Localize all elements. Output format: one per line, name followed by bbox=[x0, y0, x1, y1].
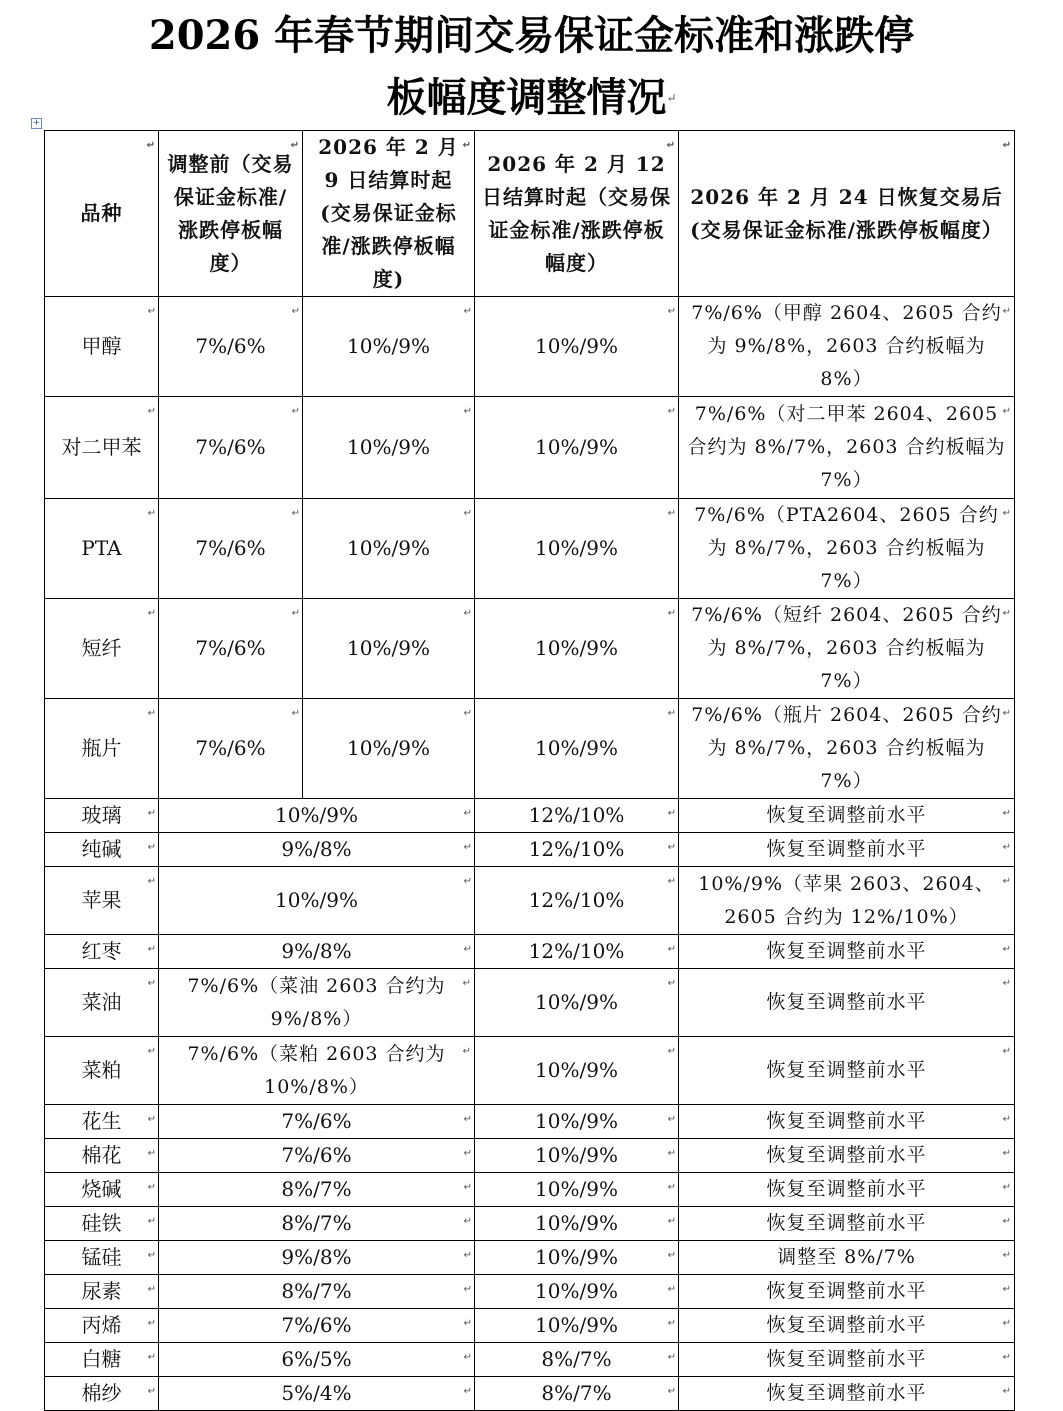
header-cell-feb24: 2026 年 2 月 24 日恢复交易后(交易保证金标准/涨跌停板幅度） ↵ bbox=[679, 131, 1015, 297]
cell-feb12: 12%/10% ↵ bbox=[475, 935, 679, 969]
cell-feb12: 12%/10% ↵ bbox=[475, 799, 679, 833]
cell-feb9: 10%/9% ↵ bbox=[303, 699, 475, 799]
cell-feb24: 恢复至调整前水平 ↵ bbox=[679, 1139, 1015, 1173]
cell-before: 7%/6% ↵ bbox=[159, 699, 303, 799]
cell-before: 7%/6% ↵ bbox=[159, 397, 303, 499]
cell-feb12: 10%/9% ↵ bbox=[475, 1275, 679, 1309]
cell-feb12: 10%/9% ↵ bbox=[475, 969, 679, 1037]
cell-variety: 菜粕 ↵ bbox=[45, 1037, 159, 1105]
table-row bbox=[45, 969, 1015, 1037]
cell-feb24: 恢复至调整前水平 ↵ bbox=[679, 969, 1015, 1037]
table-row bbox=[45, 1309, 1015, 1343]
cell-variety: 纯碱 ↵ bbox=[45, 833, 159, 867]
cell-feb24: 恢复至调整前水平 ↵ bbox=[679, 1309, 1015, 1343]
cell-feb24: 调整至 8%/7% ↵ bbox=[679, 1241, 1015, 1275]
header-cell-variety: 品种 ↵ bbox=[45, 131, 159, 297]
cell-before-merged: 7%/6%（菜油 2603 合约为 9%/8%） ↵ bbox=[159, 969, 475, 1037]
table-row bbox=[45, 699, 1015, 799]
cell-variety: 瓶片 ↵ bbox=[45, 699, 159, 799]
cell-variety: 丙烯 ↵ bbox=[45, 1309, 159, 1343]
cell-feb12: 10%/9% ↵ bbox=[475, 599, 679, 699]
table-row bbox=[45, 1241, 1015, 1275]
cell-before-merged: 6%/5% ↵ bbox=[159, 1343, 475, 1377]
cell-feb12: 10%/9% ↵ bbox=[475, 499, 679, 599]
cell-before-merged: 9%/8% ↵ bbox=[159, 1241, 475, 1275]
cell-before-merged: 7%/6% ↵ bbox=[159, 1309, 475, 1343]
cell-before: 7%/6% ↵ bbox=[159, 499, 303, 599]
cell-before-merged: 5%/4% ↵ bbox=[159, 1377, 475, 1411]
cell-before-merged: 10%/9% ↵ bbox=[159, 867, 475, 935]
cell-variety: 花生 ↵ bbox=[45, 1105, 159, 1139]
cell-feb12: 10%/9% ↵ bbox=[475, 1105, 679, 1139]
cell-feb9: 10%/9% ↵ bbox=[303, 599, 475, 699]
cell-feb12: 10%/9% ↵ bbox=[475, 297, 679, 397]
cell-before-merged: 7%/6% ↵ bbox=[159, 1139, 475, 1173]
table-row bbox=[45, 833, 1015, 867]
cell-feb24: 恢复至调整前水平 ↵ bbox=[679, 833, 1015, 867]
cell-feb12: 10%/9% ↵ bbox=[475, 1139, 679, 1173]
cell-variety: 硅铁 ↵ bbox=[45, 1207, 159, 1241]
cell-variety: 烧碱 ↵ bbox=[45, 1173, 159, 1207]
cell-feb12: 12%/10% ↵ bbox=[475, 867, 679, 935]
cell-feb12: 10%/9% ↵ bbox=[475, 1309, 679, 1343]
cell-feb9: 10%/9% ↵ bbox=[303, 499, 475, 599]
cell-before-merged: 8%/7% ↵ bbox=[159, 1207, 475, 1241]
cell-before-merged: 9%/8% ↵ bbox=[159, 935, 475, 969]
cell-feb24: 恢复至调整前水平 ↵ bbox=[679, 1377, 1015, 1411]
table-header-row bbox=[45, 131, 1015, 297]
cell-before-merged: 8%/7% ↵ bbox=[159, 1173, 475, 1207]
cell-feb24: 恢复至调整前水平 ↵ bbox=[679, 1105, 1015, 1139]
cell-feb24: 恢复至调整前水平 ↵ bbox=[679, 1275, 1015, 1309]
cell-before: 7%/6% ↵ bbox=[159, 599, 303, 699]
cell-variety: 红枣 ↵ bbox=[45, 935, 159, 969]
cell-feb12: 12%/10% ↵ bbox=[475, 833, 679, 867]
cell-feb12: 10%/9% ↵ bbox=[475, 397, 679, 499]
page-title-text-1: 2026 年春节期间交易保证金标准和涨跌停 bbox=[148, 12, 915, 59]
table-row bbox=[45, 935, 1015, 969]
cell-feb24: 恢复至调整前水平 ↵ bbox=[679, 935, 1015, 969]
table-row bbox=[45, 1037, 1015, 1105]
cell-feb24: 10%/9%（苹果 2603、2604、2605 合约为 12%/10%） ↵ bbox=[679, 867, 1015, 935]
cell-feb12: 8%/7% ↵ bbox=[475, 1343, 679, 1377]
table-row bbox=[45, 297, 1015, 397]
cell-feb24: 恢复至调整前水平 ↵ bbox=[679, 799, 1015, 833]
cell-before-merged: 7%/6%（菜粕 2603 合约为 10%/8%） ↵ bbox=[159, 1037, 475, 1105]
table-row bbox=[45, 397, 1015, 499]
cell-feb24: 恢复至调整前水平 ↵ bbox=[679, 1173, 1015, 1207]
cell-feb9: 10%/9% ↵ bbox=[303, 297, 475, 397]
table-row bbox=[45, 867, 1015, 935]
paragraph-mark-icon: ↵ bbox=[666, 91, 677, 105]
cell-feb12: 10%/9% ↵ bbox=[475, 1207, 679, 1241]
header-cell-feb12: 2026 年 2 月 12 日结算时起（交易保证金标准/涨跌停板幅度） ↵ bbox=[475, 131, 679, 297]
cell-feb12: 10%/9% ↵ bbox=[475, 1037, 679, 1105]
table-row bbox=[45, 1275, 1015, 1309]
cell-feb24: 恢复至调整前水平 ↵ bbox=[679, 1343, 1015, 1377]
header-cell-before: 调整前（交易保证金标准/涨跌停板幅度） ↵ bbox=[159, 131, 303, 297]
cell-variety: 甲醇 ↵ bbox=[45, 297, 159, 397]
cell-before-merged: 9%/8% ↵ bbox=[159, 833, 475, 867]
cell-feb24: 7%/6%（瓶片 2604、2605 合约为 8%/7%，2603 合约板幅为 7%） ↵ bbox=[679, 699, 1015, 799]
cell-feb12: 8%/7% ↵ bbox=[475, 1377, 679, 1411]
margin-adjustment-table bbox=[44, 130, 1015, 1411]
table-row bbox=[45, 599, 1015, 699]
cell-variety: 苹果 ↵ bbox=[45, 867, 159, 935]
cell-feb24: 7%/6%（对二甲苯 2604、2605 合约为 8%/7%，2603 合约板幅为 7%） ↵ bbox=[679, 397, 1015, 499]
cell-feb12: 10%/9% ↵ bbox=[475, 699, 679, 799]
cell-variety: 尿素 ↵ bbox=[45, 1275, 159, 1309]
cell-variety: 短纤 ↵ bbox=[45, 599, 159, 699]
cell-feb12: 10%/9% ↵ bbox=[475, 1173, 679, 1207]
page-title-text-2: 板幅度调整情况 bbox=[386, 74, 667, 121]
cell-variety: 白糖 ↵ bbox=[45, 1343, 159, 1377]
table-row bbox=[45, 1105, 1015, 1139]
table-row bbox=[45, 1207, 1015, 1241]
cell-variety: 锰硅 ↵ bbox=[45, 1241, 159, 1275]
cell-before-merged: 8%/7% ↵ bbox=[159, 1275, 475, 1309]
page-title-line-1 bbox=[0, 12, 1063, 60]
cell-before-merged: 10%/9% ↵ bbox=[159, 799, 475, 833]
cell-variety: 棉纱 ↵ bbox=[45, 1377, 159, 1411]
table-row bbox=[45, 1343, 1015, 1377]
cell-variety: PTA ↵ bbox=[45, 499, 159, 599]
table-move-handle-icon[interactable]: + bbox=[32, 118, 41, 128]
cell-feb9: 10%/9% ↵ bbox=[303, 397, 475, 499]
page-title-line-2 bbox=[0, 74, 1063, 122]
table-row bbox=[45, 1139, 1015, 1173]
cell-feb12: 10%/9% ↵ bbox=[475, 1241, 679, 1275]
cell-variety: 棉花 ↵ bbox=[45, 1139, 159, 1173]
cell-variety: 菜油 ↵ bbox=[45, 969, 159, 1037]
cell-variety: 玻璃 ↵ bbox=[45, 799, 159, 833]
header-cell-feb9: 2026 年 2 月 9 日结算时起(交易保证金标准/涨跌停板幅度) ↵ bbox=[303, 131, 475, 297]
cell-before-merged: 7%/6% ↵ bbox=[159, 1105, 475, 1139]
cell-feb24: 7%/6%（甲醇 2604、2605 合约为 9%/8%，2603 合约板幅为 8%） ↵ bbox=[679, 297, 1015, 397]
cell-feb24: 恢复至调整前水平 ↵ bbox=[679, 1207, 1015, 1241]
table-row bbox=[45, 799, 1015, 833]
table-row bbox=[45, 1377, 1015, 1411]
cell-variety: 对二甲苯 ↵ bbox=[45, 397, 159, 499]
table-row bbox=[45, 1173, 1015, 1207]
cell-feb24: 恢复至调整前水平 ↵ bbox=[679, 1037, 1015, 1105]
cell-before: 7%/6% ↵ bbox=[159, 297, 303, 397]
cell-feb24: 7%/6%（PTA2604、2605 合约为 8%/7%，2603 合约板幅为 7%） ↵ bbox=[679, 499, 1015, 599]
cell-feb24: 7%/6%（短纤 2604、2605 合约为 8%/7%，2603 合约板幅为 7%） ↵ bbox=[679, 599, 1015, 699]
table-row bbox=[45, 499, 1015, 599]
